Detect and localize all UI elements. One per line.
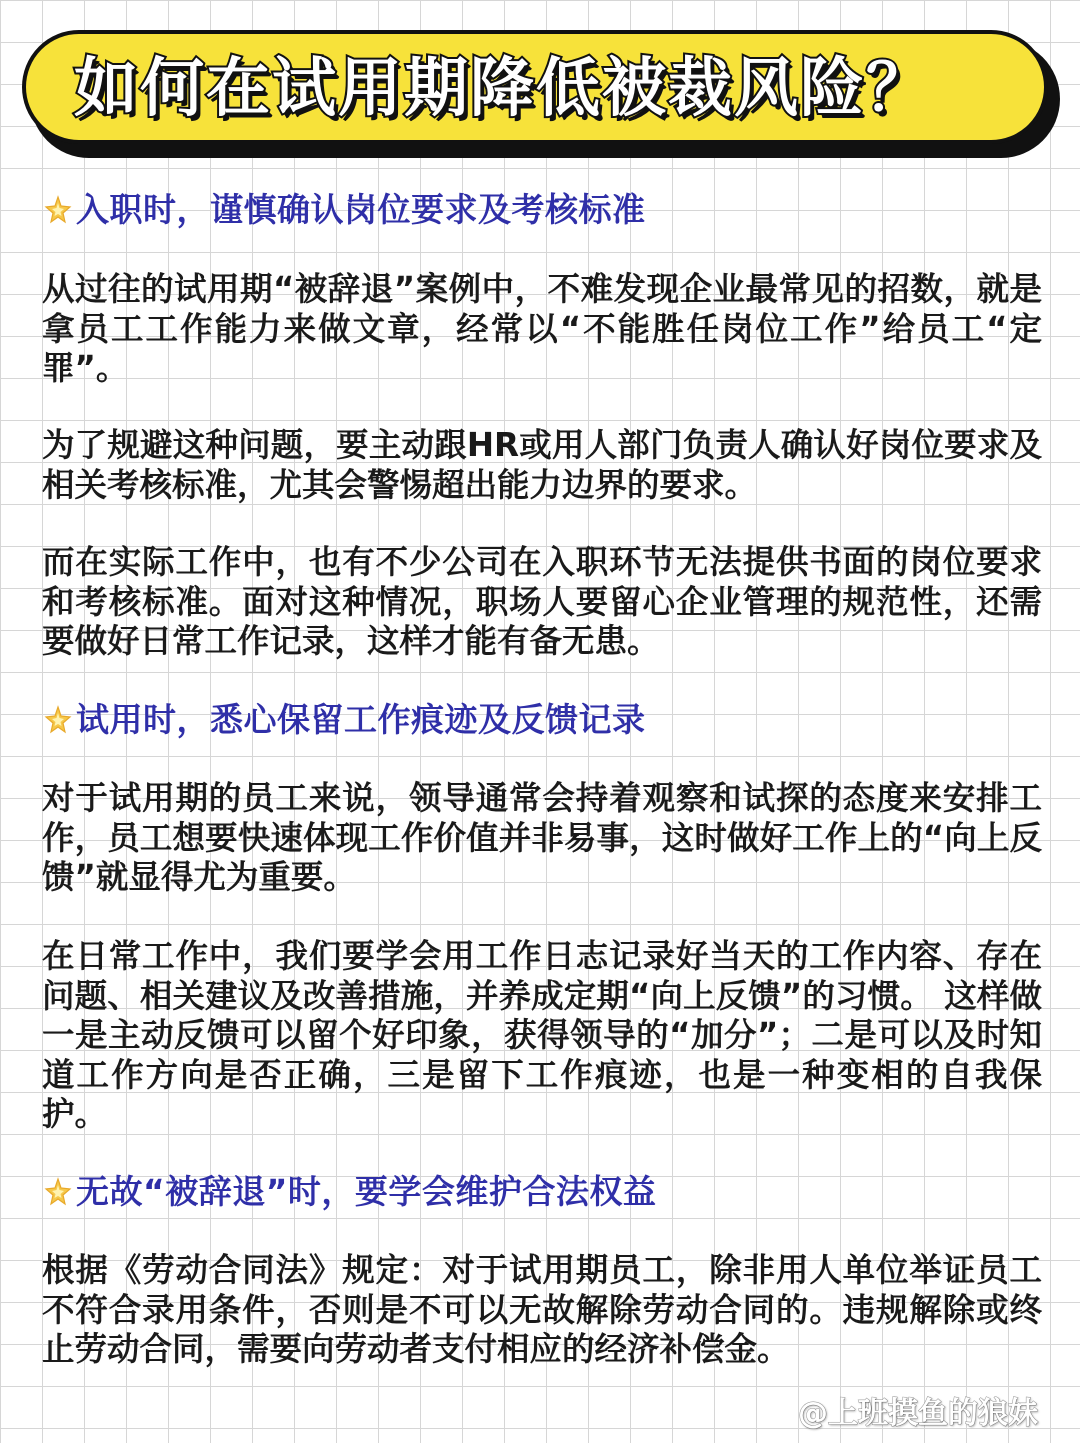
page-title: 如何在试用期降低被裁风险？ <box>74 52 932 126</box>
paragraph: 对于试用期的员工来说，领导通常会持着观察和试探的态度来安排工作，员工想要快速体现工作价值并非易事，这时做好工作上的“向上反馈”就显得尤为重要。 <box>42 779 1042 896</box>
author-watermark: @上班摸鱼的狼妹 <box>798 1396 1038 1431</box>
section-heading-text: 入职时，谨慎确认岗位要求及考核标准 <box>76 190 646 229</box>
paragraph: 而在实际工作中，也有不少公司在入职环节无法提供书面的岗位要求和考核标准。面对这种情况，职场人要留心企业管理的规范性，还需要做好日常工作记录，这样才能有备无患。 <box>42 543 1042 660</box>
section-heading-text: 试用时，悉心保留工作痕迹及反馈记录 <box>76 700 646 739</box>
section-heading-dismissal <box>42 1172 656 1212</box>
section-heading-text: 无故“被辞退”时，要学会维护合法权益 <box>76 1172 657 1211</box>
section-heading-probation <box>42 700 646 740</box>
title-banner <box>22 30 1048 144</box>
sparkle-star-icon <box>42 1176 74 1208</box>
sparkle-star-icon <box>42 194 74 226</box>
paragraph: 为了规避这种问题，要主动跟HR或用人部门负责人确认好岗位要求及相关考核标准，尤其会警惕超出能力边界的要求。 <box>42 426 1042 504</box>
sparkle-star-icon <box>42 704 74 736</box>
section-heading-onboarding <box>42 190 646 230</box>
paragraph: 根据《劳动合同法》规定：对于试用期员工，除非用人单位举证员工不符合录用条件，否则是不可以无故解除劳动合同的。违规解除或终止劳动合同，需要向劳动者支付相应的经济补偿金。 <box>42 1251 1042 1368</box>
paragraph: 从过往的试用期“被辞退”案例中，不难发现企业最常见的招数，就是拿员工工作能力来做文章，经常以“不能胜任岗位工作”给员工“定罪”。 <box>42 270 1042 387</box>
paragraph: 在日常工作中，我们要学会用工作日志记录好当天的工作内容、存在问题、相关建议及改善措施，并养成定期“向上反馈”的习惯。 这样做一是主动反馈可以留个好印象，获得领导的“加分”；二是可以及时知道工作方向是否正确，三是留下工作痕迹，也是一种变相的自我保护。 <box>42 937 1042 1133</box>
